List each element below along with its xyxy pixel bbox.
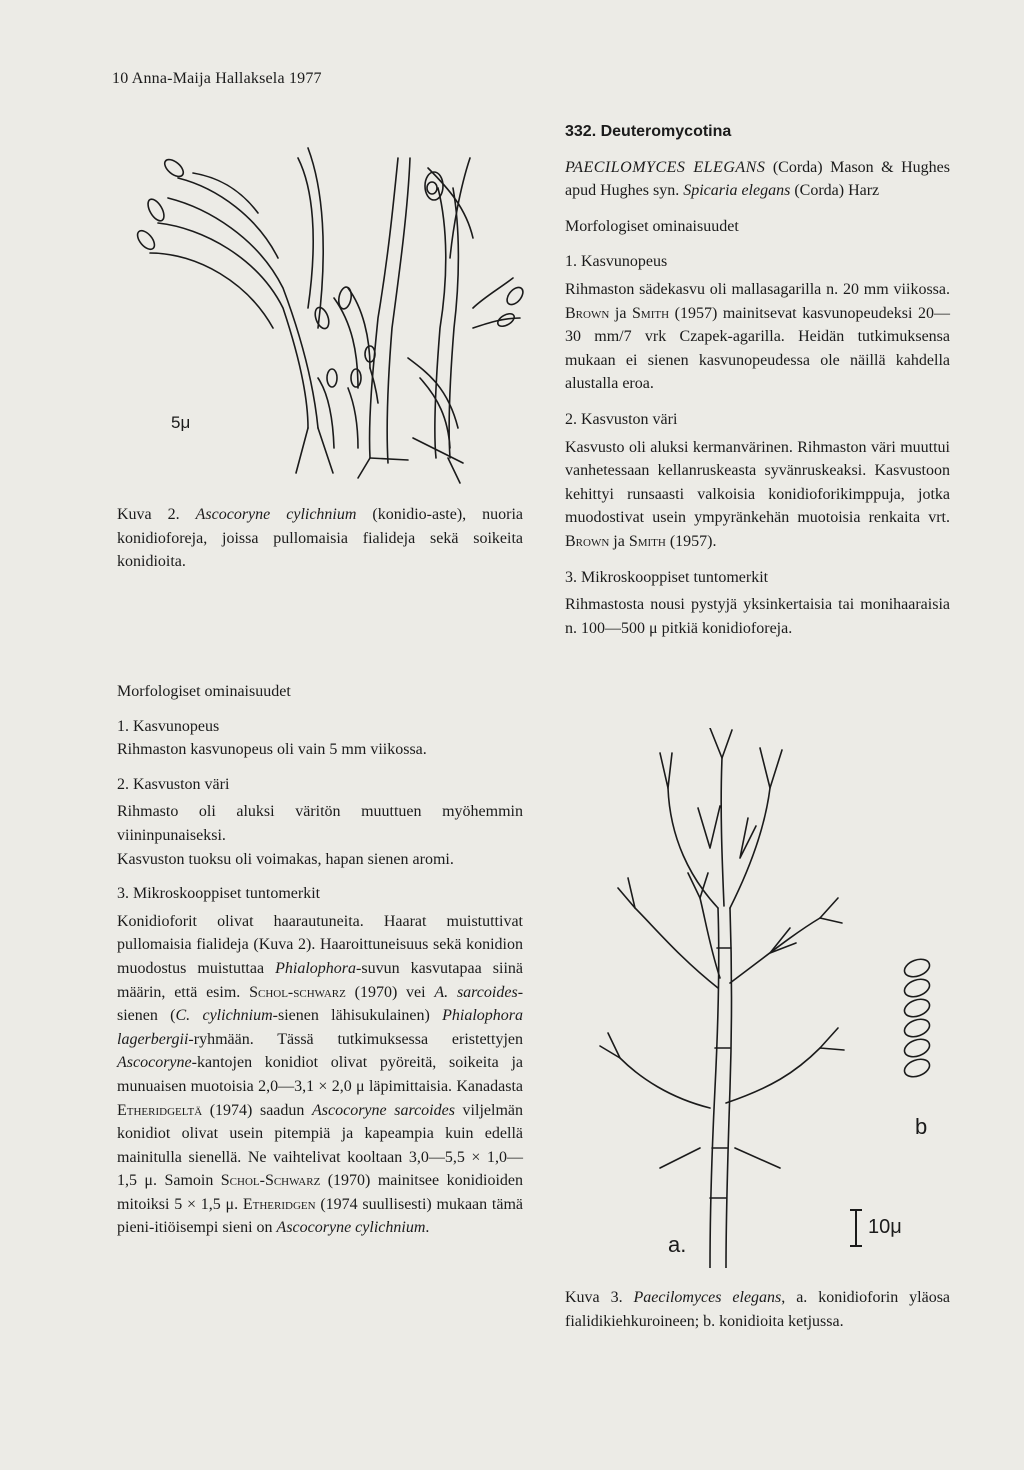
- figure-3-drawing: [560, 728, 960, 1268]
- subsection-title: 1. Kasvunopeus: [117, 717, 220, 735]
- paragraph: Rihmasto oli aluksi väritön muuttuen myöhemmin viininpunaiseksi.: [117, 803, 523, 844]
- paragraph: Rihmaston sädekasvu oli mallasagarilla n. 20 mm viikossa. Brown ja Smith (1957) mainitsevat kasvunopeudeksi 20—30 mm/7 vrk Czapek-agarilla. Heidän tutkimuksensa mukaan ei sienen kasvunopeudessa ole näillä kahdella alustalla eroa.: [565, 280, 951, 393]
- figure-2-scale-label: 5μ: [171, 413, 191, 432]
- figure-2: [108, 128, 528, 498]
- paragraph: Konidioforit olivat haarautuneita. Haarat muistuttivat pullomaisia fialideja (Kuva 2). Haaroittuneisuus sekä konidion muodostus muistuttaa Phialophora-suvun kasvutapaa siinä määrin, että esim. Schol-schwarz (1970) vei A. sarcoides-sienen (C. cylichnium-sienen lähisukulainen) Phialophora lagerbergii-ryhmään. Tässä tutkimuksessa eristettyjen Ascocoryne-kantojen konidiot olivat pyöreitä, soikeita ja munuaisen muotoisia 2,0—3,1 × 2,0 μ läpimittaisia. Kanadasta Etheridgeltä (1974) saadun Ascocoryne sarcoides viljelmän konidiot olivat usein pitempiä ja kapeampia kuin edellä mainitulla sienellä. Ne vaihtelivat kooltaan 3,0—5,5 × 1,0—1,5 μ. Samoin Schol-Schwarz (1970) mainitsee konidioiden mitoiksi 5 × 1,5 μ. Etheridgen (1974 suullisesti) mukaan tämä pieni-itiöisempi sieni on Ascocoryne cylichnium.: [117, 912, 524, 1237]
- figure-3-scale-label: 10μ: [868, 1216, 902, 1238]
- left-body: [117, 680, 523, 1240]
- paragraph: Kasvusto oli aluksi kermanvärinen. Rihmaston väri muuttui vanhetessaan kellanruskeasta syvänruskeaksi. Kasvustoon kehittyi runsaasti valkoisia konidioforikimppuja, jotka muodostivat usein ympyränkehän muotoisia renkaita vrt. Brown ja Smith (1957).: [565, 438, 950, 550]
- subsection-title: 3. Mikroskooppiset tuntomerkit: [117, 885, 321, 903]
- subsection-title: 2. Kasvuston väri: [117, 775, 230, 793]
- left-column: [117, 503, 523, 574]
- species-paragraph: PAECILOMYCES ELEGANS (Corda) Mason & Hughes apud Hughes syn. Spicaria elegans (Corda) Harz: [565, 158, 951, 200]
- subsection-title: 1. Kasvunopeus: [565, 253, 668, 271]
- subsection-title: 3. Mikroskooppiset tuntomerkit: [565, 568, 769, 586]
- figure-3-caption: Kuva 3. Paecilomyces elegans, a. konidioforin yläosa fialidikiehkuroineen; b. konidioita ketjussa.: [565, 1289, 951, 1330]
- right-column: [565, 120, 950, 640]
- figure-2-drawing: [108, 128, 528, 498]
- paragraph: Rihmastosta nousi pystyjä yksinkertaisia tai monihaaraisia n. 100—500 μ pitkiä konidioforeja.: [565, 596, 950, 637]
- subsection-title: 2. Kasvuston väri: [565, 410, 678, 428]
- caption-species: Ascocoryne cylichnium: [195, 506, 357, 523]
- running-header: 10 Anna-Maija Hallaksela 1977: [112, 70, 322, 87]
- paragraph: Kasvuston tuoksu oli voimakas, hapan sienen aromi.: [117, 850, 454, 868]
- paragraph: Rihmaston kasvunopeus oli vain 5 mm viikossa.: [117, 741, 427, 759]
- figure-3-label-b: b: [915, 1114, 928, 1139]
- section-heading: Morfologiset ominaisuudet: [117, 683, 291, 700]
- caption-text: (konidio-aste), nuoria konidioforeja, joissa pullomaisia fialideja sekä soikeita konidioita.: [117, 506, 524, 571]
- figure-3: [560, 728, 960, 1268]
- section-heading: Morfologiset ominaisuudet: [565, 217, 739, 235]
- caption-label: Kuva 2.: [117, 506, 180, 523]
- figure-2-caption: [117, 503, 523, 574]
- figure-3-label-a: a.: [668, 1232, 687, 1257]
- section-heading-332: 332. Deuteromycotina: [565, 123, 732, 140]
